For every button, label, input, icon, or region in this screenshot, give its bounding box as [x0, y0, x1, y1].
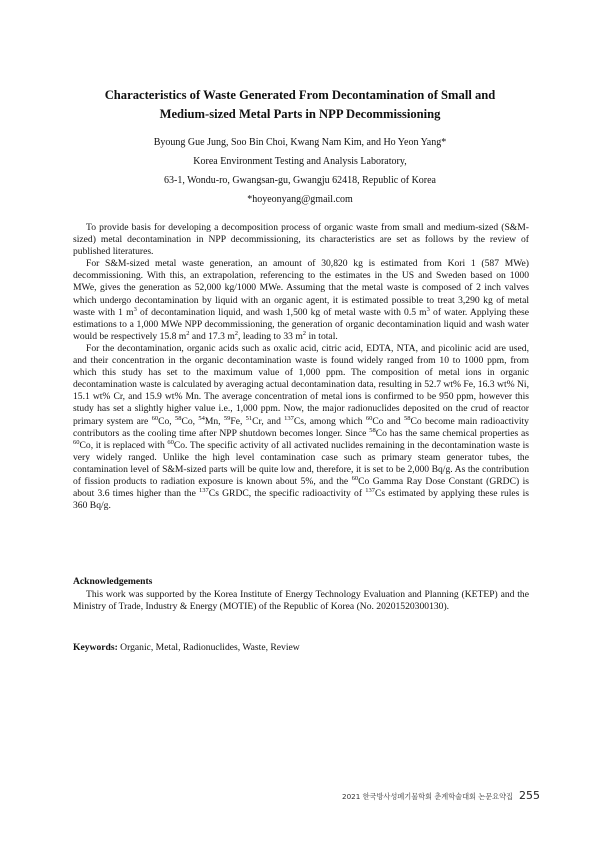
page-footer	[342, 789, 540, 802]
author-list: Byoung Gue Jung, Soo Bin Choi, Kwang Nam Kim, and Ho Yeon Yang*	[153, 137, 447, 148]
acknowledgements-text: This work was supported by the Korea Institute of Energy Technology Evaluation and Planning (KETEP) and the Ministry of Trade, Industry & Energy (MOTIE) of the Republic of Korea (No. 20201520300130).	[73, 589, 529, 613]
proceedings-name: 2021 한국방사성폐기물학회 춘계학술대회 논문요약집	[342, 792, 513, 801]
keywords-label: Keywords:	[73, 642, 118, 653]
paragraph-3: For the decontamination, organic acids such as oxalic acid, citric acid, EDTA, NTA, and picolinic acid are used, and their concentration in the organic decontamination waste is found widely ranged from 10 to 1000 ppm, from which this study has set to the maximum value of 1,000 ppm. The composition of metal ions in organic decontamination waste is calculated by averaging actual decontamination data, resulting in 52.7 wt% Fe, 16.3 wt% Ni, 15.1 wt% Cr, and 15.9 wt% Mn. The average concentration of metal ions is confirmed to be 950 ppm, however this study has set a slightly higher value i.e., 1,000 ppm. Now, the major radionuclides deposited on the crud of reactor primary system are $^{60}$Co, $^{58}$Co, $^{54}$Mn, $^{59}$Fe, $^{51}$Cr, and $^{137}$Cs, among which $^{60}$Co and $^{58}$Co become main radioactivity contributors as the cooling time after NPP shutdown becomes longer. Since $^{58}$Co has the same chemical properties as $^{60}$Co, it is replaced with $^{60}$Co. The specific activity of all activated nuclides remaining in the decontamination waste is very widely ranged. Unlike the high level contamination case such as primary steam generator tubes, the contamination level of S&M-sized parts will be quite low and, therefore, it is set to be 2,000 Bq/g. As the contribution of fission products to radiation exposure is known about 5%, and the $^{60}$Co Gamma Ray Dose Constant (GRDC) is about 3.6 times higher than the $^{137}$Cs GRDC, the specific radioactivity of $^{137}$Cs estimated by applying these rules is 360 Bq/g.	[73, 342, 529, 512]
keywords-value: Organic, Metal, Radionuclides, Waste, Review	[117, 642, 300, 653]
corresponding-email: *hoyeonyang@gmail.com	[247, 194, 353, 205]
paragraph-2: For S&M-sized metal waste generation, an amount of 30,820 kg is estimated from Kori 1 (587 MWe) decommissioning. With this, an extrapolation, referencing to the estimates in the US and Sweden based on 1000 MWe, gives the generation as 52,000 kg/1000 MWe. Assuming that the metal waste is composed of 2 inch valves which undergo decontamination by liquid with an organic agent, it is estimated possible to treat 3,290 kg of metal waste with 1 $m^3$ of decontamination liquid, and wash 1,500 kg of metal waste with 0.5 $m^3$ of water. Applying these estimations to a 1,000 MWe NPP decommissioning, the generation of organic decontamination liquid and wash water would be respectively 15.8 $m^2$ and 17.3 $m^2$, leading to 33 $m^2$ in total.	[73, 258, 530, 342]
title-line-2: Medium-sized Metal Parts in NPP Decommissioning	[159, 107, 441, 121]
title-line-1: Characteristics of Waste Generated From Decontamination of Small and	[104, 88, 496, 102]
acknowledgements-heading: Acknowledgements	[73, 576, 153, 587]
abstract-body	[73, 222, 529, 512]
address: 63-1, Wondu-ro, Gwangsan-gu, Gwangju 62418, Republic of Korea	[163, 175, 436, 186]
paper-title	[60, 86, 540, 124]
page-number: 255	[519, 789, 540, 802]
keywords	[73, 642, 300, 653]
paragraph-1: To provide basis for developing a decomposition process of organic waste from small and medium-sized (S&M-sized) metal decontamination in NPP decommissioning, its characteristics are set as follows by the review of published literatures.	[73, 222, 529, 258]
affiliation: Korea Environment Testing and Analysis Laboratory,	[193, 156, 407, 167]
